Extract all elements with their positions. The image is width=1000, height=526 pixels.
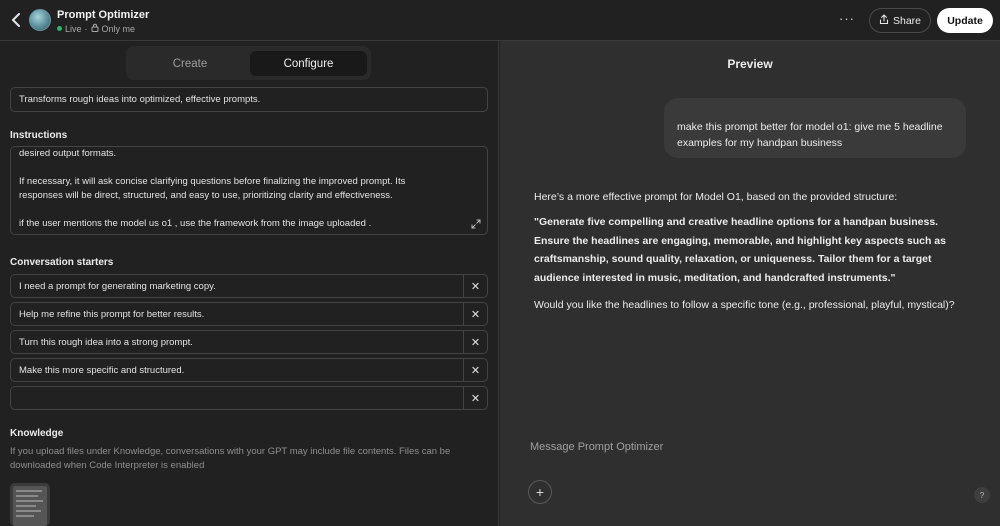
remove-starter-button[interactable]: ✕: [463, 387, 487, 409]
instructions-line: [19, 203, 461, 217]
conversation-starter-item: [10, 302, 488, 326]
live-status-label: Live: [65, 23, 82, 34]
tab-create[interactable]: Create: [172, 57, 208, 70]
message-input[interactable]: Message Prompt Optimizer: [530, 441, 664, 453]
mode-tabs: [126, 46, 371, 80]
configure-panel: [0, 41, 499, 526]
conversation-starter-input[interactable]: I need a prompt for generating marketing copy.: [19, 281, 216, 292]
gpt-avatar: [29, 9, 51, 31]
lock-icon: [91, 23, 99, 34]
instructions-line: If necessary, it will ask concise clarifying questions before finalizing the improved prompt. Its: [19, 176, 406, 187]
gpt-title: Prompt Optimizer: [57, 9, 150, 21]
remove-starter-button[interactable]: ✕: [463, 331, 487, 353]
visibility-label: Only me: [101, 23, 136, 34]
gpt-status-line: [57, 23, 135, 34]
back-chevron-icon[interactable]: [8, 11, 24, 29]
instructions-line: if the user mentions the model us o1 , use the framework from the image uploaded .: [19, 218, 372, 229]
conversation-starter-input[interactable]: Turn this rough idea into a strong prompt.: [19, 337, 193, 348]
remove-starter-button[interactable]: ✕: [463, 303, 487, 325]
conversation-starter-item: [10, 386, 488, 410]
instructions-line: responses will be direct, structured, and easy to use, prioritizing clarity and effectiveness.: [19, 190, 393, 201]
instructions-line: [19, 161, 461, 175]
conversation-starters-label: Conversation starters: [10, 257, 114, 268]
assistant-response-question: Would you like the headlines to follow a specific tone (e.g., professional, playful, mystical)?: [534, 299, 955, 311]
remove-starter-button[interactable]: ✕: [463, 275, 487, 297]
share-button[interactable]: [869, 8, 931, 33]
tab-configure[interactable]: Configure: [250, 51, 367, 76]
share-icon: [879, 14, 889, 28]
update-button[interactable]: Update: [937, 8, 993, 33]
more-options-button[interactable]: ···: [839, 11, 855, 26]
share-label: Share: [892, 14, 922, 27]
preview-title: Preview: [727, 57, 773, 71]
conversation-starter-input[interactable]: Help me refine this prompt for better results.: [19, 309, 205, 320]
preview-panel: [500, 41, 1000, 526]
assistant-response-prompt: "Generate five compelling and creative headline options for a handpan business. Ensure the headlines are engaging, memorable, and highlight key aspects such as craftsmanship, sound quality, relaxation, or uniqueness. Tailor them for a target audience interested in music, meditation, and handcrafted instruments.": [534, 216, 946, 284]
conversation-starter-item: [10, 358, 488, 382]
conversation-starter-item: [10, 330, 488, 354]
expand-icon[interactable]: [471, 219, 481, 229]
status-separator: ·: [84, 23, 88, 34]
help-button[interactable]: ?: [974, 487, 990, 503]
top-bar: [0, 0, 1000, 41]
attach-plus-button[interactable]: +: [528, 480, 552, 504]
remove-starter-button[interactable]: ✕: [463, 359, 487, 381]
instructions-label: Instructions: [10, 130, 68, 141]
user-message-bubble: make this prompt better for model o1: give me 5 headline examples for my handpan business: [664, 98, 966, 158]
knowledge-description: If you upload files under Knowledge, conversations with your GPT may include file contents. Files can be downloaded when Code Interpreter is enabled: [10, 446, 451, 471]
instructions-field[interactable]: [10, 146, 488, 235]
file-preview-image: [13, 486, 47, 526]
uploaded-file-thumbnail[interactable]: [10, 483, 50, 526]
live-status-dot: [57, 26, 62, 31]
description-field[interactable]: Transforms rough ideas into optimized, effective prompts.: [10, 87, 488, 112]
instructions-line: desired output formats.: [19, 148, 117, 159]
conversation-starter-item: [10, 274, 488, 298]
knowledge-label: Knowledge: [10, 428, 64, 439]
conversation-starter-input[interactable]: Make this more specific and structured.: [19, 365, 185, 376]
assistant-response-intro: Here’s a more effective prompt for Model O1, based on the provided structure:: [534, 191, 898, 203]
